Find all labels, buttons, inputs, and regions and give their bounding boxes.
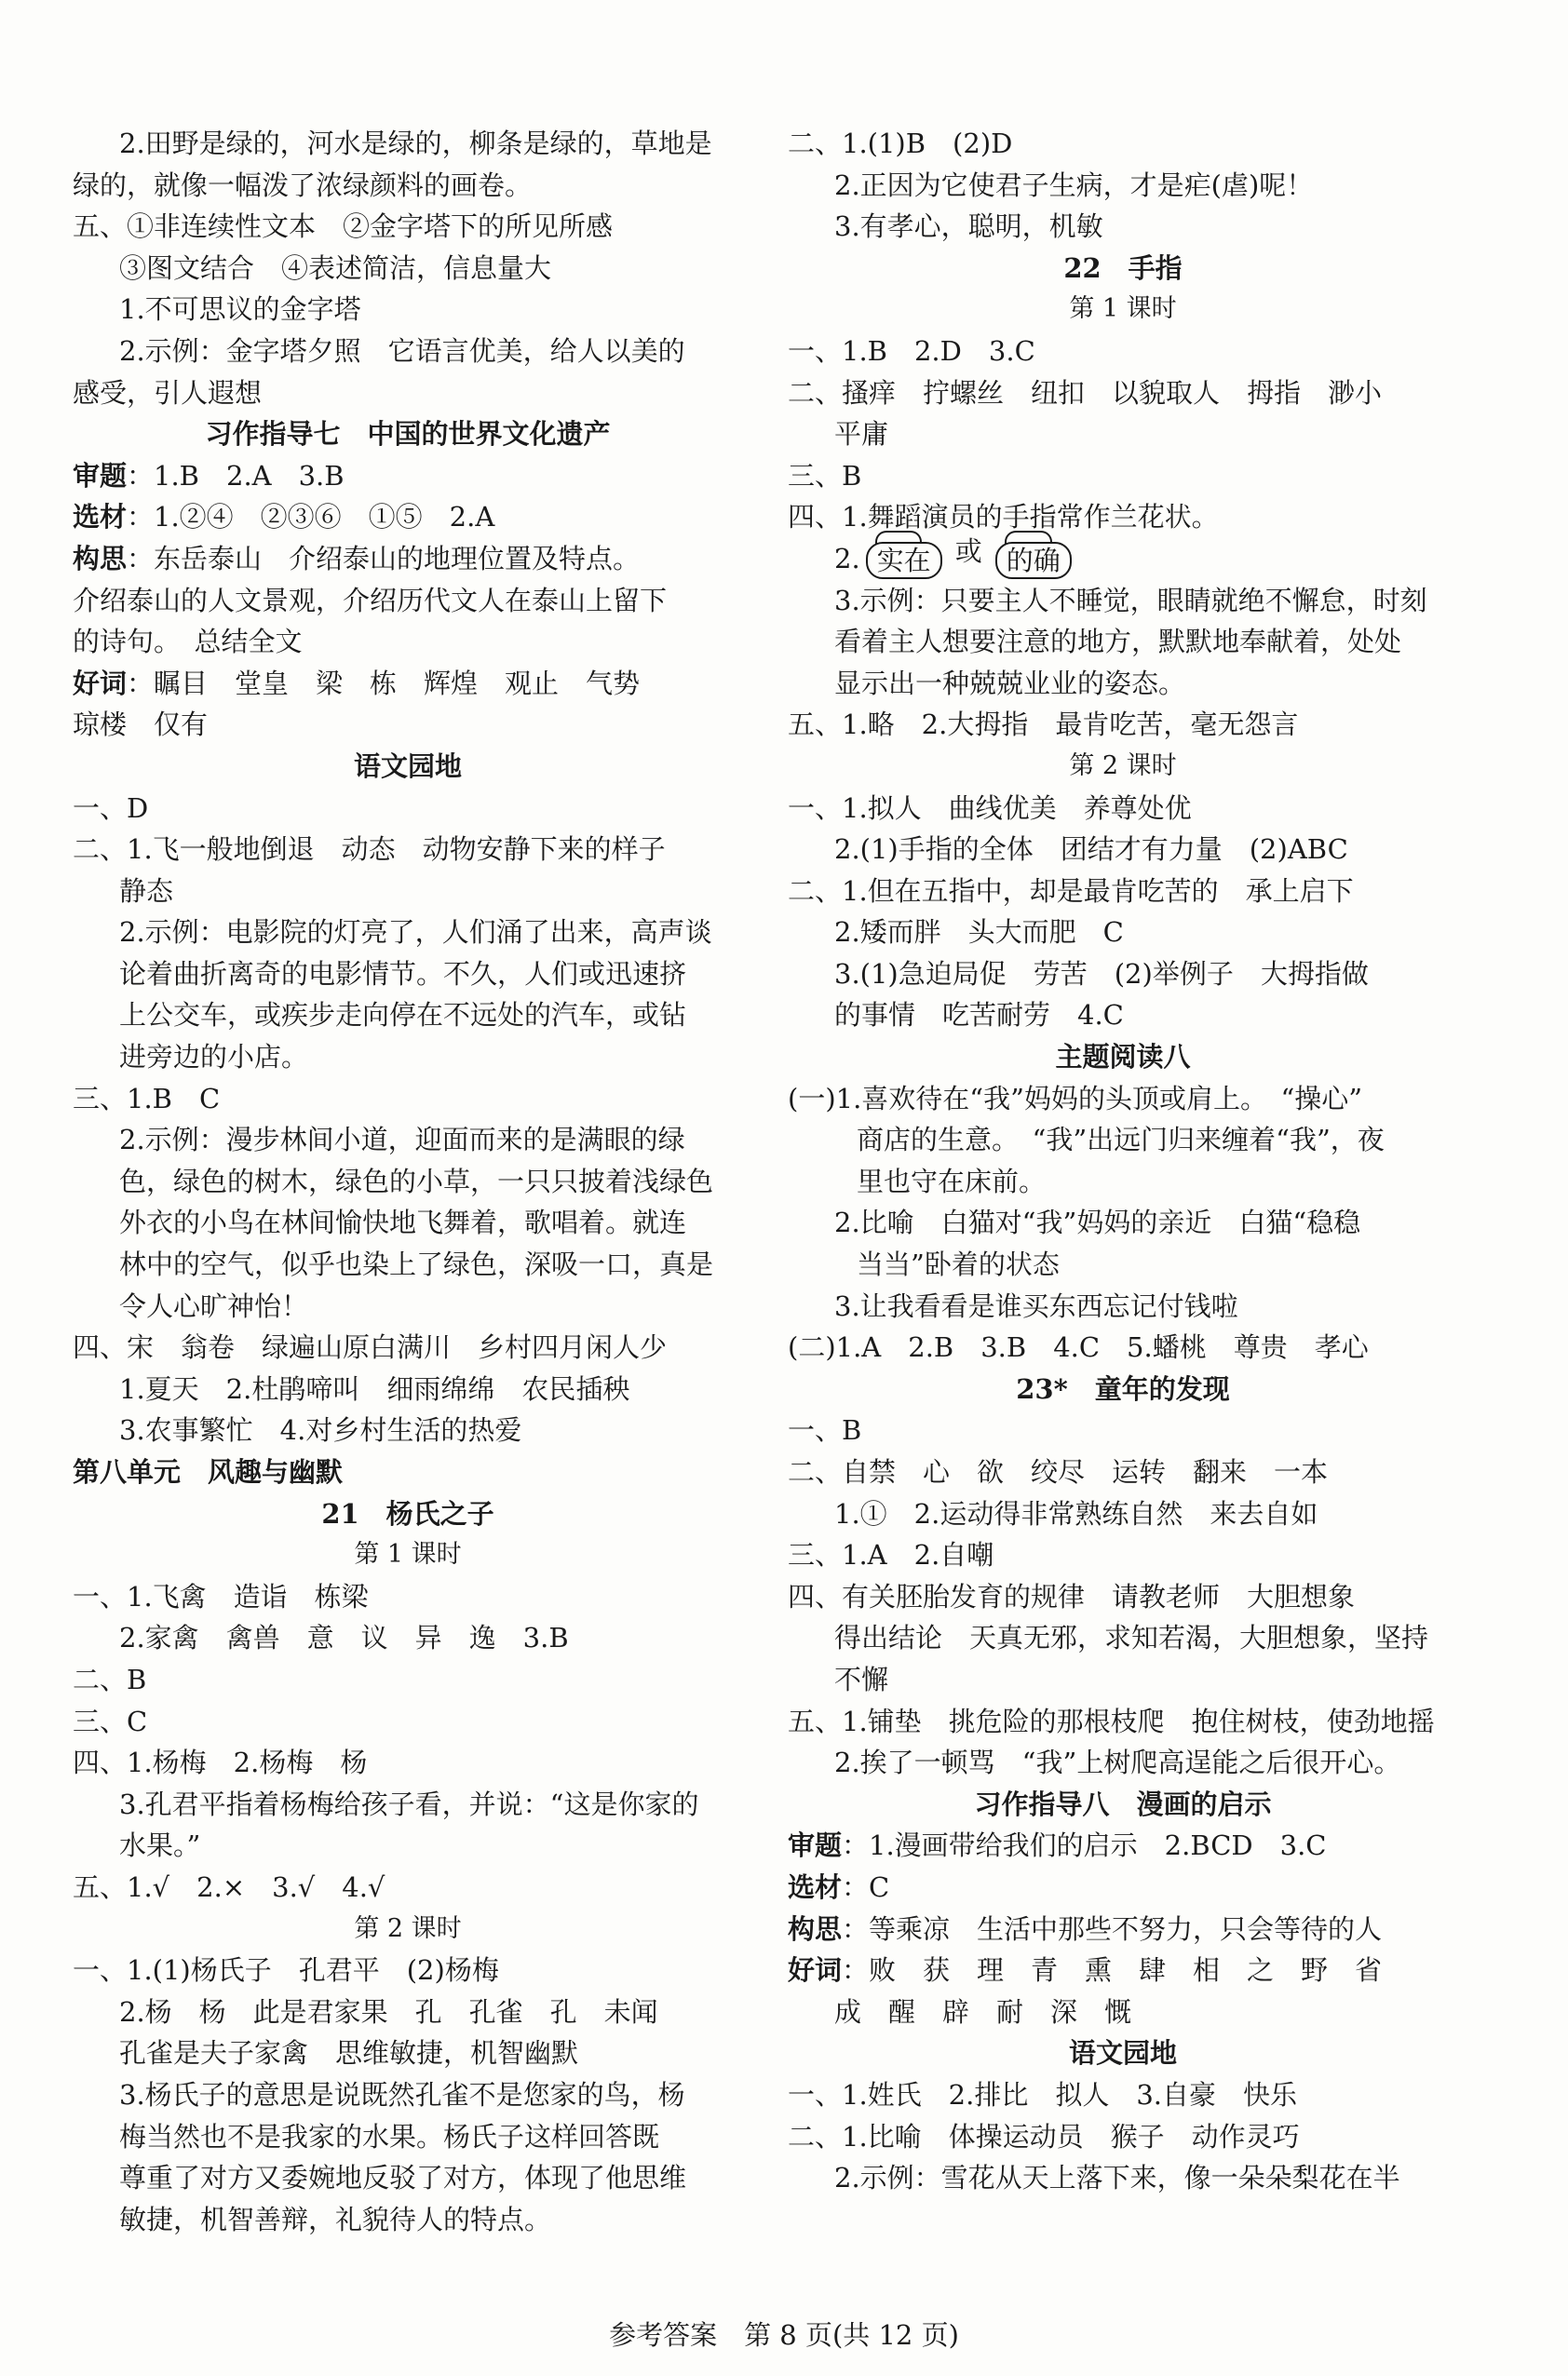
answer-line: 尊重了对方又委婉地反驳了对方，体现了他思维 — [119, 2162, 687, 2194]
answer-line: 一、1.(1)杨氏子 孔君平 (2)杨梅 — [73, 1954, 499, 1987]
answer-line: 水果。” — [119, 1829, 201, 1862]
answer-line: 四、1.舞蹈演员的手指常作兰花状。 — [788, 501, 1219, 533]
item-label: 2. — [834, 542, 860, 574]
answer-line: 一、B — [788, 1414, 862, 1447]
answer-line: 二、B — [73, 1663, 147, 1695]
answer-line — [788, 1825, 1458, 1867]
answer-line: 3.示例：只要主人不睡觉，眼睛就绝不懈怠，时刻 — [834, 584, 1427, 616]
answer-line: 3.杨氏子的意思是说既然孔雀不是您家的鸟，杨 — [119, 2078, 685, 2111]
answer-line: 当当”卧着的状态 — [857, 1249, 1060, 1281]
answer-line: 得出结论 天真无邪，求知若渴，大胆想象，坚持 — [834, 1622, 1429, 1654]
answer-line: 二、搔痒 拧螺丝 纽扣 以貌取人 拇指 渺小 — [788, 376, 1383, 409]
label-rest: ：C — [842, 1870, 890, 1903]
answer-line: 绿的，就像一幅泼了浓绿颜料的画卷。 — [73, 169, 533, 201]
answer-line: 色，绿色的树木，绿色的小草，一只只披着浅绿色 — [119, 1165, 714, 1197]
bubble-answer-line — [788, 534, 1458, 580]
answer-line: 二、1.飞一般地倒退 动态 动物安静下来的样子 — [73, 833, 666, 866]
answer-line — [73, 538, 743, 580]
answer-line: 的诗句。 总结全文 — [73, 626, 303, 658]
answer-line: 四、1.杨梅 2.杨梅 杨 — [73, 1747, 368, 1779]
answer-line: 3.农事繁忙 4.对乡村生活的热爱 — [119, 1414, 522, 1447]
label-rest: ：1.B 2.A 3.B — [127, 459, 345, 492]
answer-line: 五、①非连续性文本 ②金字塔下的所见所感 — [73, 210, 614, 243]
answer-line: 上公交车，或疾步走向停在不远处的汽车，或钻 — [119, 999, 687, 1032]
label-rest: ：东岳泰山 介绍泰山的地理位置及特点。 — [127, 542, 641, 574]
answer-text — [788, 1829, 1327, 1861]
answer-text — [73, 543, 640, 574]
answer-line: 3.孔君平指着杨梅给孩子看，并说：“这是你家的 — [119, 1788, 699, 1820]
answer-line: 孔雀是夫子家禽 思维敏捷，机智幽默 — [119, 2037, 579, 2070]
answer-line: 2.矮而胖 头大而肥 C — [834, 916, 1124, 949]
label-prefix: 选材 — [73, 501, 128, 533]
answer-line: 3.有孝心，聪明，机敏 — [834, 210, 1103, 243]
answer-line: (一)1.喜欢待在“我”妈妈的头顶或肩上。 “操心” — [788, 1082, 1363, 1114]
answer-line: 3.(1)急迫局促 劳苦 (2)举例子 大拇指做 — [834, 957, 1369, 990]
answer-line — [788, 1950, 1458, 1991]
answer-line: 二、自禁 心 欲 绞尽 运转 翻来 一本 — [788, 1456, 1329, 1488]
answer-text — [73, 668, 640, 699]
section-heading: 习作指导八 漫画的启示 — [974, 1788, 1272, 1820]
answer-line: 感受，引人遐想 — [73, 376, 263, 409]
label-prefix: 选材 — [788, 1870, 843, 1903]
answer-line: 2.示例：电影院的灯亮了，人们涌了出来，高声谈 — [119, 916, 712, 949]
answer-line: 2.挨了一顿骂 “我”上树爬高逞能之后很开心。 — [834, 1747, 1401, 1779]
answer-line: 2.比喻 白猫对“我”妈妈的亲近 白猫“稳稳 — [834, 1207, 1361, 1239]
answer-line — [788, 1909, 1458, 1951]
or-label: 或 — [954, 534, 982, 567]
section-heading: 第 2 课时 — [1069, 750, 1177, 780]
answer-line: 四、有关胚胎发育的规律 请教老师 大胆想象 — [788, 1580, 1356, 1613]
answer-line — [73, 663, 743, 705]
label-rest: ：败 获 理 青 熏 肆 相 之 野 省 — [842, 1954, 1383, 1987]
answer-line: 1.夏天 2.杜鹃啼叫 细雨绵绵 农民插秧 — [119, 1372, 630, 1405]
answer-line: 3.让我看看是谁买东西忘记付钱啦 — [834, 1289, 1238, 1322]
answer-line: 一、1.飞禽 造诣 栋梁 — [73, 1580, 369, 1613]
label-prefix: 构思 — [73, 542, 128, 574]
answer-line: 三、1.A 2.自嘲 — [788, 1539, 994, 1572]
answer-line: ③图文结合 ④表述简洁，信息量大 — [119, 251, 552, 284]
answer-line — [73, 455, 743, 497]
answer-line: 2.示例：漫步林间小道，迎面而来的是满眼的绿 — [119, 1124, 685, 1156]
label-prefix: 好词 — [788, 1954, 843, 1987]
answer-line: 论着曲折离奇的电影情节。不久，人们或迅速挤 — [119, 957, 687, 990]
answer-line: 2.正因为它使君子生病，才是疟(虐)呢！ — [834, 169, 1314, 201]
answer-line: 二、1.(1)B (2)D — [788, 128, 1013, 159]
label-prefix: 构思 — [788, 1912, 843, 1945]
answer-line: 2.家禽 禽兽 意 议 异 逸 3.B — [119, 1622, 569, 1654]
word-bubbles — [866, 534, 1072, 582]
answer-line: 里也守在床前。 — [857, 1165, 1047, 1197]
answer-line: 2.示例：金字塔夕照 它语言优美，给人以美的 — [119, 334, 685, 367]
answer-line: 进旁边的小店。 — [119, 1041, 309, 1073]
answer-text — [788, 1871, 889, 1903]
answer-line: 一、1.B 2.D 3.C — [788, 334, 1035, 367]
section-heading: 第 1 课时 — [354, 1540, 462, 1570]
answer-line: 林中的空气，似乎也染上了绿色，深吸一口，真是 — [119, 1249, 714, 1281]
answer-line: 显示出一种兢兢业业的姿态。 — [834, 667, 1186, 699]
label-rest: ：1.漫画带给我们的启示 2.BCD 3.C — [842, 1829, 1327, 1862]
section-heading: 22 手指 — [1063, 251, 1183, 284]
answer-line: 静态 — [119, 874, 174, 907]
answer-line: 1.不可思议的金字塔 — [119, 293, 361, 326]
section-heading: 语文园地 — [353, 749, 462, 782]
answer-line: 2.田野是绿的，河水是绿的，柳条是绿的，草地是 — [119, 128, 712, 159]
label-rest: ：瞩目 堂皇 梁 栋 辉煌 观止 气势 — [127, 667, 641, 699]
answer-line: 成 醒 辟 耐 深 慨 — [834, 1995, 1132, 2028]
answer-line: 琼楼 仅有 — [73, 709, 209, 741]
section-heading: 主题阅读八 — [1055, 1041, 1191, 1073]
label-prefix: 审题 — [788, 1829, 843, 1862]
answer-line: 一、1.拟人 曲线优美 养尊处优 — [788, 791, 1192, 824]
answer-text — [73, 501, 494, 533]
answer-line: 三、B — [788, 459, 862, 492]
answer-line: 看着主人想要注意的地方，默默地奉献着，处处 — [834, 626, 1402, 658]
answer-line — [73, 496, 743, 538]
answer-line: 五、1.√ 2.× 3.√ 4.√ — [73, 1870, 385, 1903]
answer-line: 不懈 — [834, 1663, 889, 1695]
answer-line: 梅当然也不是我家的水果。杨氏子这样回答既 — [119, 2120, 660, 2153]
label-rest: ：1.②④ ②③⑥ ①⑤ 2.A — [127, 501, 495, 533]
word-bubble: 的确 — [995, 542, 1072, 579]
answer-line: 2.杨 杨 此是君家果 孔 孔雀 孔 未闻 — [119, 1995, 658, 2028]
section-heading: 23* 童年的发现 — [1016, 1372, 1230, 1405]
answer-line: 2.示例：雪花从天上落下来，像一朵朵梨花在半 — [834, 2162, 1400, 2194]
answer-line: 商店的生意。 “我”出远门归来缠着“我”，夜 — [857, 1124, 1385, 1156]
label-prefix: 审题 — [73, 459, 128, 492]
answer-line: 三、1.B C — [73, 1082, 221, 1114]
answer-line: 2.(1)手指的全体 团结才有力量 (2)ABC — [834, 833, 1348, 866]
section-heading: 21 杨氏之子 — [321, 1497, 494, 1530]
answer-line: 五、1.略 2.大拇指 最肯吃苦，毫无怨言 — [788, 709, 1299, 741]
section-heading: 习作指导七 中国的世界文化遗产 — [205, 418, 611, 451]
word-bubble: 实在 — [866, 542, 942, 579]
unit-heading: 第八单元 风趣与幽默 — [73, 1456, 344, 1488]
section-heading: 第 2 课时 — [354, 1913, 462, 1943]
answer-line: 1.① 2.运动得非常熟练自然 来去自如 — [834, 1497, 1318, 1530]
left-column — [73, 123, 743, 2240]
answer-line: 五、1.铺垫 挑危险的那根枝爬 抱住树枝，使劲地摇 — [788, 1705, 1435, 1737]
answer-line: 二、1.但在五指中，却是最肯吃苦的 承上启下 — [788, 874, 1354, 907]
answer-text — [73, 460, 345, 492]
answer-line: (二)1.A 2.B 3.B 4.C 5.蟠桃 尊贵 孝心 — [788, 1331, 1369, 1364]
label-prefix: 好词 — [73, 667, 128, 699]
answer-line: 平庸 — [834, 418, 889, 451]
answer-line: 三、C — [73, 1705, 148, 1737]
label-rest: ：等乘凉 生活中那些不努力，只会等待的人 — [842, 1912, 1383, 1945]
section-heading: 第 1 课时 — [1069, 294, 1177, 324]
right-column — [788, 123, 1458, 2199]
answer-text — [788, 1913, 1382, 1945]
answer-line — [788, 1867, 1458, 1909]
answer-line: 外衣的小鸟在林间愉快地飞舞着，歌唱着。就连 — [119, 1207, 687, 1239]
answer-line: 一、D — [73, 791, 149, 824]
section-heading: 语文园地 — [1068, 2037, 1177, 2070]
answer-line: 令人心旷神怡！ — [119, 1289, 309, 1322]
answer-line: 的事情 吃苦耐劳 4.C — [834, 999, 1124, 1032]
answer-line: 介绍泰山的人文景观，介绍历代文人在泰山上留下 — [73, 584, 668, 616]
answer-line: 四、宋 翁卷 绿遍山原白满川 乡村四月闲人少 — [73, 1331, 668, 1364]
answer-line: 二、1.比喻 体操运动员 猴子 动作灵巧 — [788, 2120, 1300, 2153]
answer-text — [788, 1954, 1382, 1986]
answer-line: 一、1.姓氏 2.排比 拟人 3.自豪 快乐 — [788, 2078, 1298, 2111]
page-footer: 参考答案 第 8 页(共 12 页) — [609, 2319, 959, 2351]
answer-line: 敏捷，机智善辩，礼貌待人的特点。 — [119, 2203, 552, 2235]
